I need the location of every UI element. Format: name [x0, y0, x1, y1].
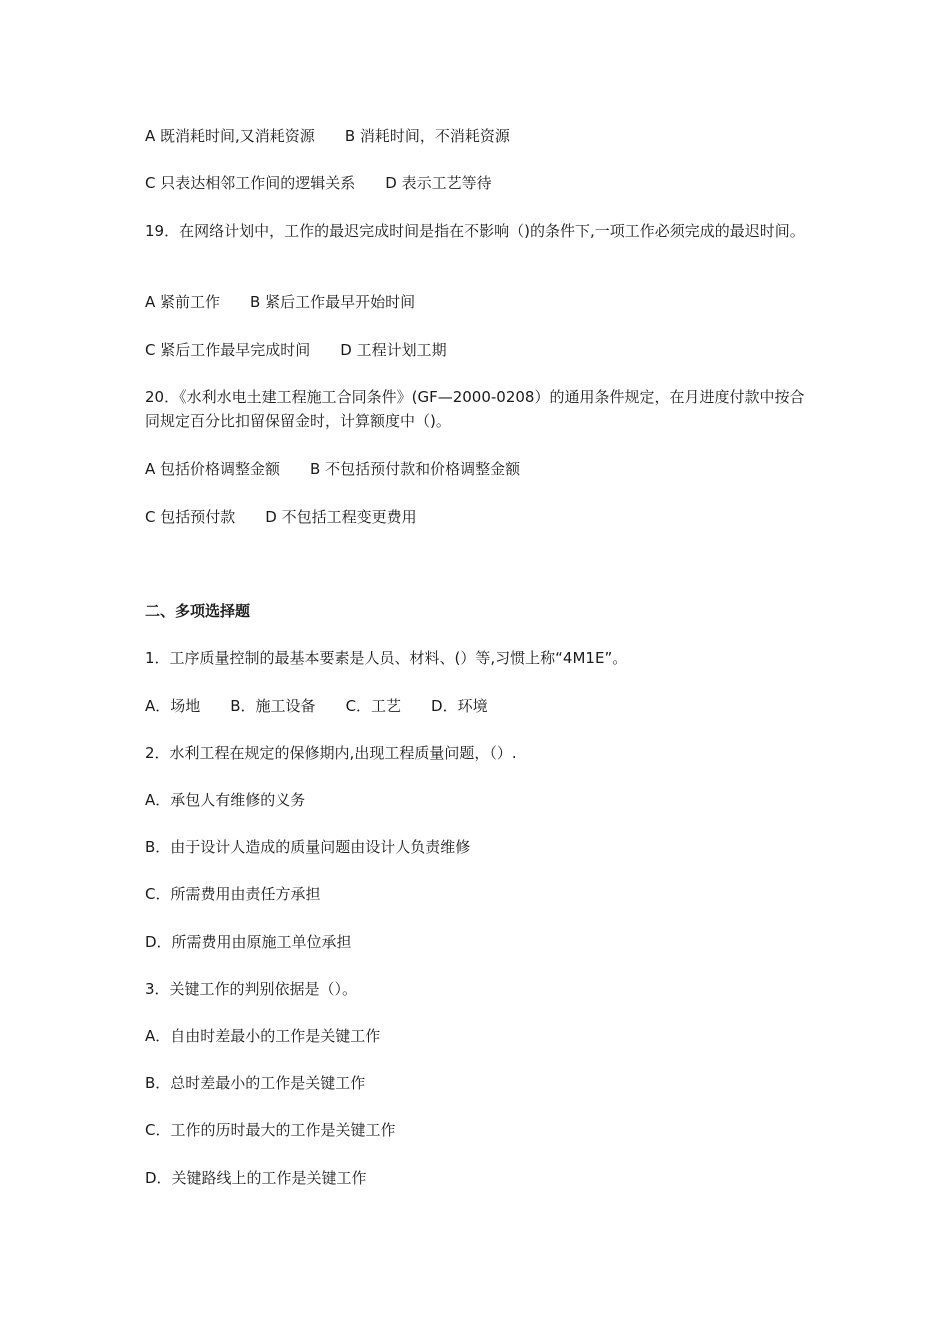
- mc-q1-option-a: A．场地: [145, 697, 201, 715]
- q18-option-b: B 消耗时间，不消耗资源: [344, 127, 510, 145]
- q19-option-b: B 紧后工作最早开始时间: [250, 293, 416, 311]
- q18-options-cd: [145, 171, 815, 195]
- q20-options-ab: [145, 457, 815, 481]
- q19-options-ab: [145, 290, 815, 314]
- q20-option-c: C 包括预付款: [145, 508, 236, 526]
- q20-option-b: B 不包括预付款和价格调整金额: [310, 460, 521, 478]
- q19-option-d: D 工程计划工期: [340, 341, 447, 359]
- q19-question: 19．在网络计划中，工作的最迟完成时间是指在不影响（)的条件下,一项工作必须完成的最迟时间。: [145, 222, 805, 240]
- mc-q3-question: 3．关键工作的判别依据是（）。: [145, 980, 358, 998]
- q18-options-ab: [145, 124, 815, 148]
- q20-option-a: A 包括价格调整金额: [145, 460, 281, 478]
- q19-options-cd: [145, 338, 815, 362]
- mc-q3-option-b: B．总时差最小的工作是关键工作: [145, 1074, 366, 1092]
- mc-q2-option-c: C．所需费用由责任方承担: [145, 885, 321, 903]
- q20-question: 20．《水利水电土建工程施工合同条件》(GF—2000-0208）的通用条件规定，在月进度付款中按合同规定百分比扣留保留金时，计算额度中（)。: [145, 388, 805, 430]
- q18-option-d: D 表示工艺等待: [385, 174, 492, 192]
- mc-q2-option-d: D．所需费用由原施工单位承担: [145, 933, 352, 951]
- q20-options-cd: [145, 505, 815, 529]
- mc-q3-option-d: D．关键路线上的工作是关键工作: [145, 1169, 367, 1187]
- q18-option-a: A 既消耗时间,又消耗资源: [145, 127, 315, 145]
- mc-q2-question: 2．水利工程在规定的保修期内,出现工程质量问题，（）.: [145, 744, 517, 762]
- mc-q2-option-a: A．承包人有维修的义务: [145, 791, 306, 809]
- mc-q1-option-c: C．工艺: [345, 697, 402, 715]
- mc-q1-option-b: B．施工设备: [230, 697, 316, 715]
- mc-q3-option-a: A．自由时差最小的工作是关键工作: [145, 1027, 381, 1045]
- q19-option-c: C 紧后工作最早完成时间: [145, 341, 311, 359]
- q18-option-c: C 只表达相邻工作间的逻辑关系: [145, 174, 356, 192]
- mc-q1-question: 1．工序质量控制的最基本要素是人员、材料、(）等,习惯上称“4M1E”。: [145, 649, 628, 667]
- mc-q1-option-d: D．环境: [431, 697, 488, 715]
- mc-q3-option-c: C．工作的历时最大的工作是关键工作: [145, 1121, 396, 1139]
- mc-q1-options: [145, 694, 815, 718]
- q20-option-d: D 不包括工程变更费用: [265, 508, 417, 526]
- mc-q2-option-b: B．由于设计人造成的质量问题由设计人负责维修: [145, 838, 471, 856]
- section-heading-multiple-choice: 二、多项选择题: [145, 602, 251, 620]
- q19-option-a: A 紧前工作: [145, 293, 221, 311]
